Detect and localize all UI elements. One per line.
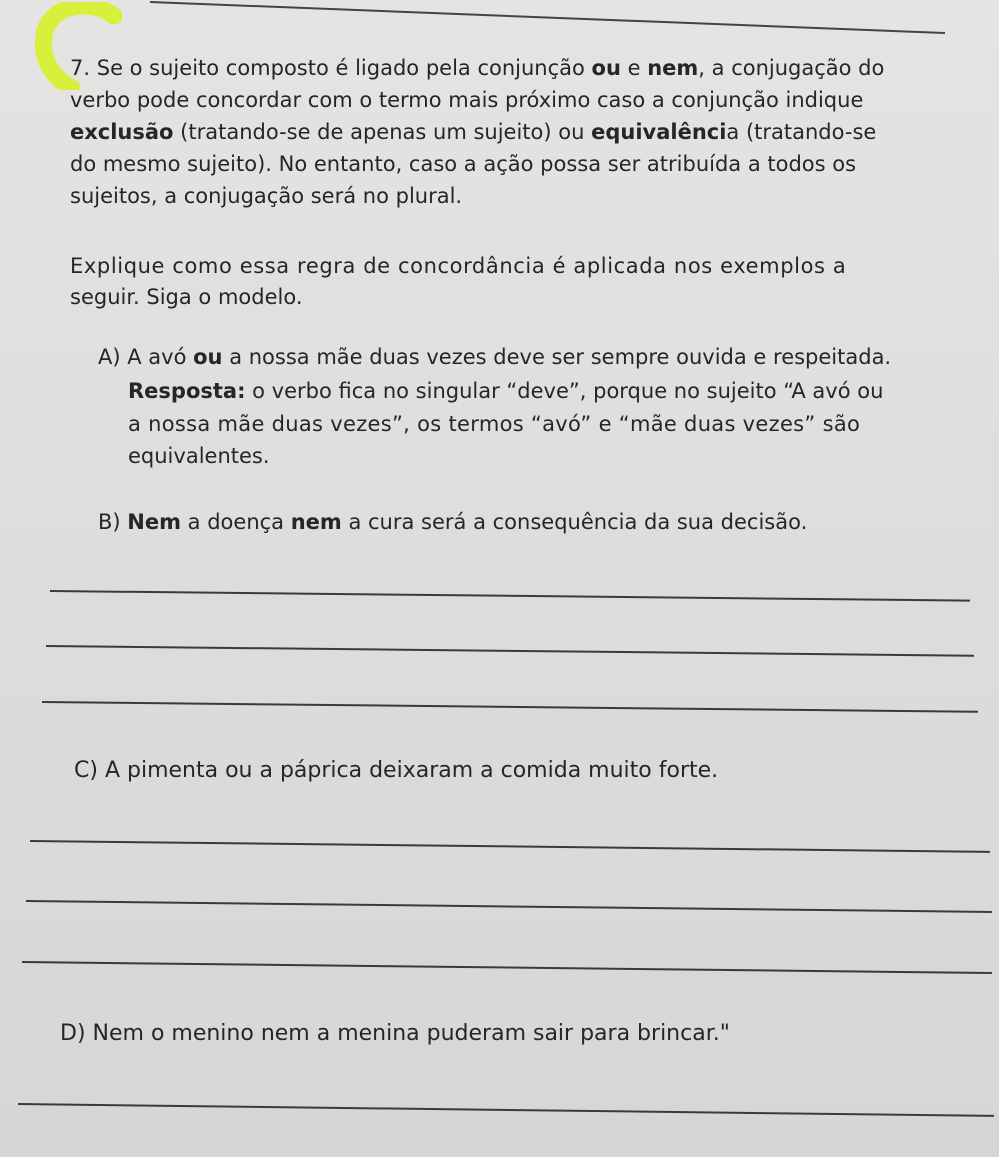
answer-line-b3[interactable] [42, 701, 978, 713]
item-a-answer-line-3: equivalentes. [128, 444, 270, 468]
question-number: 7. [70, 56, 91, 80]
instruction-line-1: Explique como essa regra de concordância é aplicada nos exemplos a [70, 254, 847, 278]
item-a-answer-line-1: Resposta: o verbo fica no singular “deve”, porque no sujeito “A avó ou [128, 379, 884, 403]
item-a-letter: A) [98, 345, 121, 369]
answer-line-b1[interactable] [50, 590, 970, 602]
item-d-letter: D) [60, 1021, 86, 1046]
item-c-letter: C) [74, 758, 98, 783]
question-line-5: sujeitos, a conjugação será no plural. [70, 184, 463, 208]
answer-line-c1[interactable] [30, 840, 990, 853]
item-c: C) A pimenta ou a páprica deixaram a comida muito forte. [74, 758, 719, 783]
question-line-2: verbo pode concordar com o termo mais próximo caso a conjunção indique [70, 88, 864, 112]
answer-line-c2[interactable] [26, 900, 992, 913]
item-a-answer-line-2: a nossa mãe duas vezes”, os termos “avó” e “mãe duas vezes” são [128, 412, 861, 436]
answer-label: Resposta: [128, 379, 246, 403]
question-line-1: 7. Se o sujeito composto é ligado pela conjunção ou e nem, a conjugação do [70, 56, 885, 80]
top-ruled-line [150, 0, 945, 36]
answer-line-b2[interactable] [46, 645, 974, 657]
question-line-3: exclusão (tratando-se de apenas um sujeito) ou equivalência (tratando-se [70, 120, 877, 144]
item-d: D) Nem o menino nem a menina puderam sair para brincar." [60, 1021, 730, 1046]
instruction-line-2: seguir. Siga o modelo. [70, 285, 303, 309]
item-b-letter: B) [98, 510, 121, 534]
item-b: B) Nem a doença nem a cura será a consequência da sua decisão. [98, 510, 808, 534]
question-line-4: do mesmo sujeito). No entanto, caso a ação possa ser atribuída a todos os [70, 152, 857, 176]
answer-line-c3[interactable] [22, 961, 992, 974]
item-a: A) A avó ou a nossa mãe duas vezes deve ser sempre ouvida e respeitada. [98, 345, 892, 369]
answer-line-d1[interactable] [18, 1103, 994, 1117]
